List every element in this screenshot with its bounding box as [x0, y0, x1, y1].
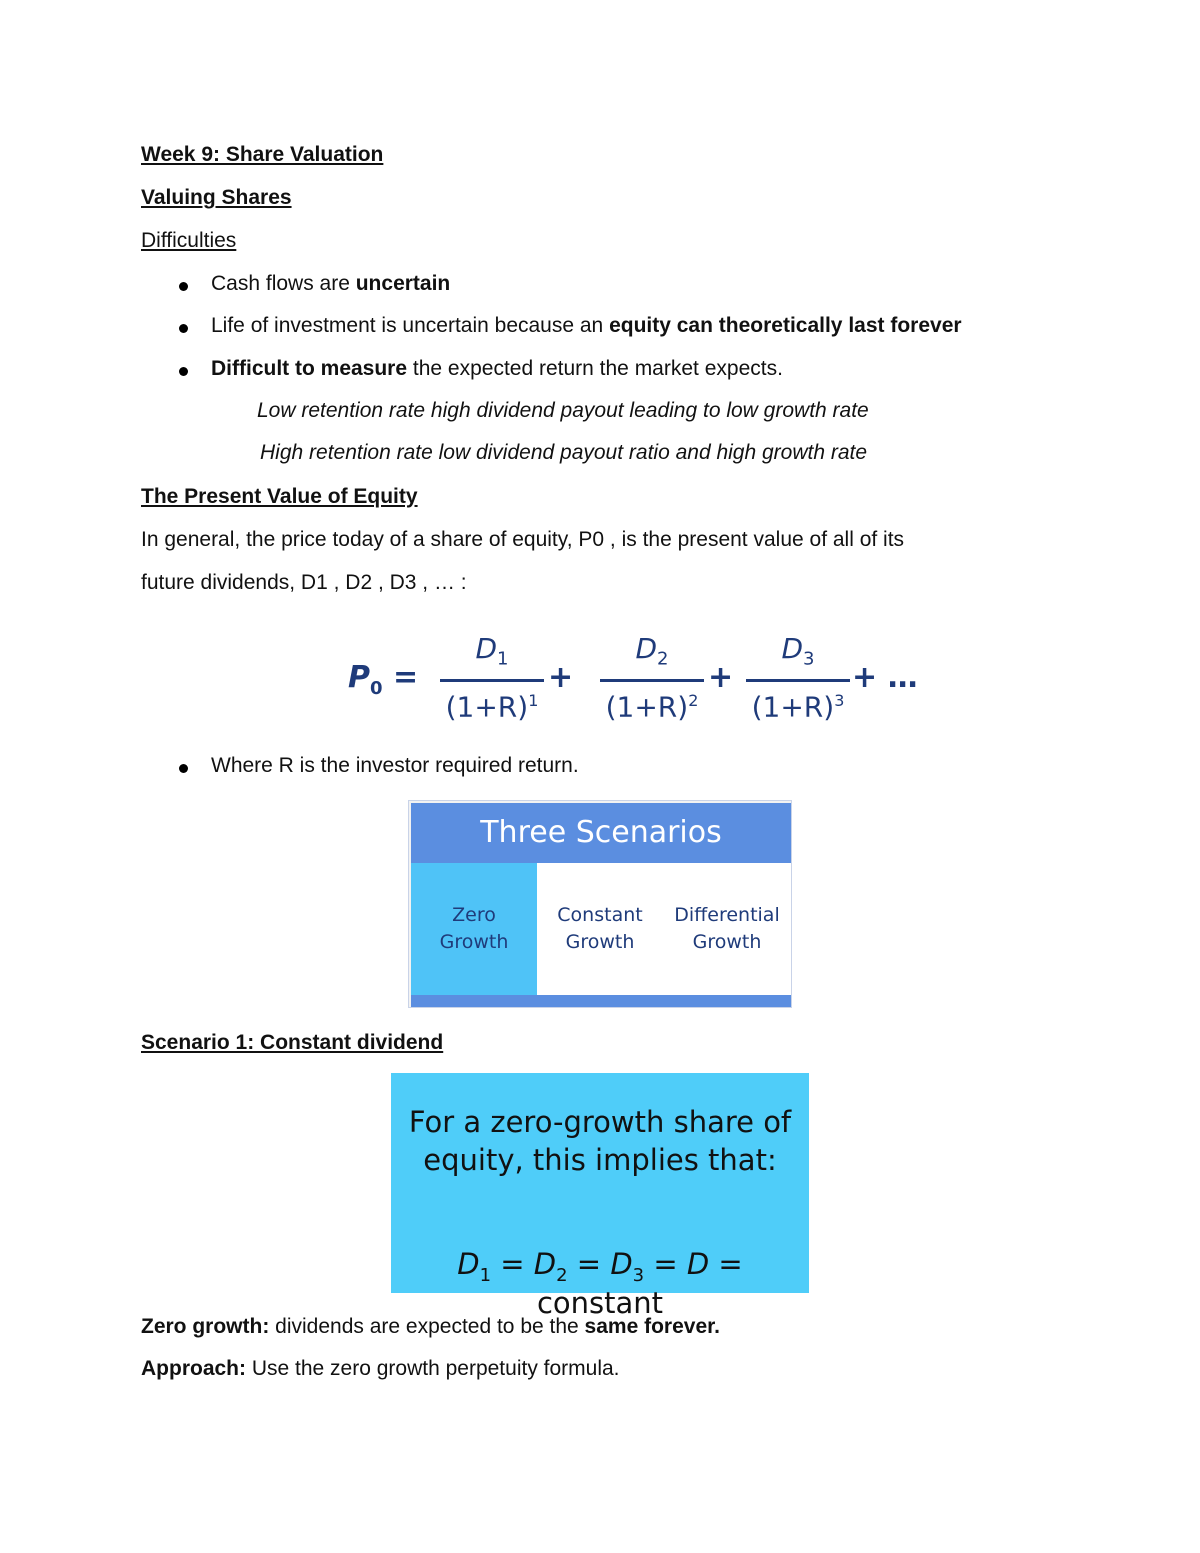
scenario-label: Constant	[557, 904, 643, 926]
approach-text: Use the zero growth perpetuity formula.	[246, 1357, 620, 1380]
zero-growth-label: Zero growth:	[141, 1315, 270, 1338]
formula-lhs-symbol: P	[348, 660, 370, 695]
scenario-label: Growth	[565, 931, 635, 953]
zero-growth-figure	[391, 1073, 809, 1320]
scenario-zero-growth	[411, 863, 537, 995]
plus-sign: +	[708, 660, 734, 695]
figure-line: equity, this implies that:	[423, 1143, 777, 1177]
formula-lhs	[348, 660, 418, 699]
three-scenarios-figure	[408, 800, 792, 1008]
numerator: D	[475, 632, 498, 665]
bullet-item-2	[211, 314, 962, 338]
paragraph-line-1: In general, the price today of a share of equity, P0 , is the present value of all of its	[141, 528, 905, 551]
scenario-constant-growth	[537, 863, 663, 995]
denominator-sup: 1	[528, 690, 539, 710]
plus-sign: +	[548, 660, 574, 695]
bullet-emphasis: uncertain	[355, 272, 451, 295]
approach-label: Approach:	[141, 1357, 246, 1380]
formula-term-3	[746, 632, 850, 724]
denominator-sup: 2	[688, 690, 699, 710]
italic-note-2: High retention rate low dividend payout ratio and high growth rate	[260, 441, 868, 464]
fraction-bar	[746, 679, 850, 682]
numerator: D	[781, 632, 804, 665]
numerator-sub: 3	[803, 648, 815, 670]
zero-growth-text: dividends are expected to be the	[269, 1315, 585, 1338]
bullet-item-1	[211, 272, 450, 296]
scenario-differential-growth	[663, 863, 791, 995]
heading-valuing-shares: Valuing Shares	[141, 186, 292, 209]
denominator: (1+R)	[605, 689, 689, 723]
formula-lhs-sub: 0	[370, 678, 383, 699]
scenario-label: Differential	[674, 904, 780, 926]
numerator-sub: 1	[497, 648, 509, 670]
italic-note-1: Low retention rate high dividend payout leading to low growth rate	[257, 399, 869, 422]
scenarios-footer-bar	[411, 995, 791, 1007]
approach-line	[141, 1357, 620, 1381]
bullet-text: Cash flows are	[211, 272, 356, 295]
bullet-text: Life of investment is uncertain because an	[211, 314, 610, 337]
figure-line: For a zero-growth share of	[408, 1105, 792, 1139]
denominator: (1+R)	[445, 689, 529, 723]
bullet-icon	[179, 282, 188, 291]
bullet-where: Where R is the investor required return.	[211, 754, 579, 777]
formula-term-1	[440, 632, 544, 724]
heading-scenario-1: Scenario 1: Constant dividend	[141, 1031, 444, 1054]
present-value-formula	[340, 630, 920, 723]
fraction-bar	[600, 679, 704, 682]
scenario-label: Growth	[692, 931, 762, 953]
formula-tail: + …	[852, 660, 918, 695]
denominator-sup: 3	[834, 690, 845, 710]
bullet-icon	[179, 367, 188, 376]
bullet-icon	[179, 764, 188, 773]
bullet-item-3	[211, 357, 783, 381]
zero-growth-emphasis: same forever.	[584, 1315, 720, 1338]
scenarios-header: Three Scenarios	[411, 803, 791, 863]
zero-growth-figure-text	[391, 1103, 809, 1179]
numerator: D	[635, 632, 658, 665]
formula-equals: =	[392, 660, 419, 695]
heading-present-value: The Present Value of Equity	[141, 485, 418, 508]
bullet-text: the expected return the market expects.	[407, 357, 783, 380]
page-title: Week 9: Share Valuation	[141, 143, 384, 166]
scenario-label: Growth	[439, 931, 509, 953]
denominator: (1+R)	[751, 689, 835, 723]
fraction-bar	[440, 679, 544, 682]
bullet-emphasis: Difficult to measure	[211, 357, 408, 380]
numerator-sub: 2	[657, 648, 669, 670]
scenario-label: Zero	[452, 904, 496, 926]
formula-term-2	[600, 632, 704, 724]
bullet-emphasis: equity can theoretically last forever	[609, 314, 962, 337]
paragraph-line-2: future dividends, D1 , D2 , D3 , … :	[141, 571, 467, 594]
subheading-difficulties: Difficulties	[141, 229, 237, 252]
bullet-icon	[179, 324, 188, 333]
zero-growth-line	[141, 1315, 720, 1339]
constant-dividend-equation: $D_1 = D_2 = D_3 = D$ = constant	[457, 1247, 743, 1320]
